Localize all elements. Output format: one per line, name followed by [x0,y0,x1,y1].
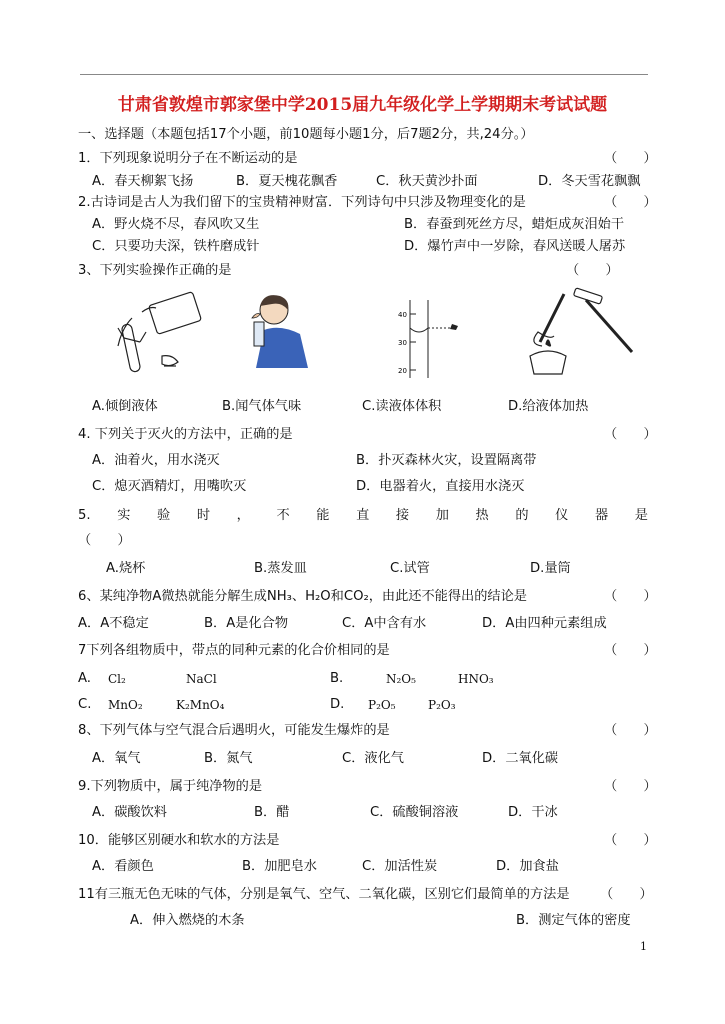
q4-option-b: B．扑灭森林火灾，设置隔离带 [356,453,537,468]
q6-option-a: A．A不稳定 [78,616,149,631]
q2-option-c: C．只要功夫深，铁杵磨成针 [92,239,260,254]
q10-option-a: A．看颜色 [92,859,154,874]
q3-option-a: A.倾倒液体 [92,399,158,414]
q3-option-c: C.读液体体积 [362,399,442,414]
q7-option-a-label: A. [78,671,91,686]
q2-answer-paren: （ ） [604,195,657,210]
q7-answer-paren: （ ） [604,643,657,658]
q11-option-b: B．测定气体的密度 [516,913,631,928]
q5-option-d: D.量筒 [530,561,571,576]
q2-option-a: A．野火烧不尽，春风吹又生 [92,217,260,232]
q4-option-a: A．油着火，用水浇灭 [92,453,220,468]
page-number: 1 [640,940,647,953]
q1-option-a: A．春天柳絮飞扬 [92,174,194,189]
q3-option-b: B.闻气体气味 [222,399,302,414]
page-title: 甘肃省敦煌市郭家堡中学2015届九年级化学上学期期末考试试题 [117,95,608,115]
q11-option-a: A．伸入燃烧的木条 [130,913,245,928]
q5-stem: 5. 实 验 时 ， 不 能 直 接 加 热 的 仪 器 是 [78,508,648,523]
q2-stem: 2.古诗词是古人为我们留下的宝贵精神财富．下列诗句中只涉及物理变化的是 [78,195,526,210]
pouring-liquid-figure [112,288,204,380]
q7-option-b-label: B. [330,671,344,686]
q9-option-b: B．醋 [254,805,290,820]
q6-option-c: C．A中含有水 [342,616,427,631]
q1-option-c: C．秋天黄沙扑面 [376,174,478,189]
q10-stem: 10．能够区别硬水和软水的方法是 [78,833,280,848]
q3-answer-paren: （ ） [566,263,619,278]
q11-stem: 11有三瓶无色无味的气体，分别是氧气、空气、二氧化碳，区别它们最简单的方法是 [78,887,570,902]
q8-option-b: B．氮气 [204,751,253,766]
scale-label-20: 20 [398,367,407,375]
q8-option-d: D．二氧化碳 [482,751,559,766]
q8-option-c: C．液化气 [342,751,404,766]
q1-option-b: B．夏天槐花飘香 [236,174,338,189]
q10-option-b: B．加肥皂水 [242,859,317,874]
q2-option-b: B．春蚕到死丝方尽，蜡炬成灰泪始干 [404,217,625,232]
q9-option-c: C．硫酸铜溶液 [370,805,459,820]
q3-option-d: D.给液体加热 [508,399,589,414]
q7-option-d-label: D. [330,697,345,712]
header-rule [80,74,648,75]
q6-option-b: B．A是化合物 [204,616,289,631]
q6-option-d: D．A由四种元素组成 [482,616,607,631]
q7-stem: 7下列各组物质中，带点的同种元素的化合价相同的是 [78,643,390,658]
q7-option-c-formula-1: MnO₂ [108,698,143,712]
q10-option-d: D．加食盐 [496,859,559,874]
q7-option-c-label: C. [78,697,92,712]
q7-option-a-formula-2: NaCl [186,672,217,686]
q9-option-a: A．碳酸饮料 [92,805,167,820]
q4-option-c: C．熄灭酒精灯，用嘴吹灭 [92,479,247,494]
section-heading: 一、选择题（本题包括17个小题，前10题每小题1分，后7题2分，共,24分。） [78,127,534,142]
q7-option-b-formula-2: HNO₃ [458,672,494,686]
q11-answer-paren: （ ） [600,887,653,902]
q10-answer-paren: （ ） [604,833,657,848]
q7-option-a-formula-1: Cl₂ [108,672,126,686]
q10-option-c: C．加活性炭 [362,859,438,874]
graduated-cylinder-figure [388,296,468,380]
q5-option-b: B.蒸发皿 [254,561,307,576]
q5-option-a: A.烧杯 [106,561,146,576]
q7-option-d-formula-1: P₂O₅ [368,698,396,712]
q6-answer-paren: （ ） [604,589,657,604]
scale-label-40: 40 [398,311,407,319]
q7-option-d-formula-2: P₂O₃ [428,698,456,712]
q4-stem: 4. 下列关于灭火的方法中，正确的是 [78,427,293,442]
q5-option-c: C.试管 [390,561,430,576]
q9-answer-paren: （ ） [604,779,657,794]
q1-answer-paren: （ ） [604,151,657,166]
heating-liquid-figure [520,286,640,380]
q8-answer-paren: （ ） [604,723,657,738]
scale-label-30: 30 [398,339,407,347]
q8-stem: 8、下列气体与空气混合后遇明火，可能发生爆炸的是 [78,723,390,738]
q1-stem: 1．下列现象说明分子在不断运动的是 [78,151,298,166]
q5-answer-paren: （ ） [78,533,131,548]
q9-stem: 9.下列物质中，属于纯净物的是 [78,779,263,794]
q7-option-b-formula-1: N₂O₅ [386,672,416,686]
q9-option-d: D．干冰 [508,805,558,820]
q4-option-d: D．电器着火，直接用水浇灭 [356,479,525,494]
q6-stem: 6、某纯净物A微热就能分解生成NH₃、H₂O和CO₂，由此还不能得出的结论是 [78,589,527,604]
q4-answer-paren: （ ） [604,427,657,442]
q2-option-d: D．爆竹声中一岁除，春风送暖人屠苏 [404,239,626,254]
q1-option-d: D．冬天雪花飘飘 [538,174,641,189]
q8-option-a: A．氧气 [92,751,141,766]
q3-stem: 3、下列实验操作正确的是 [78,263,232,278]
smelling-gas-figure [238,288,320,374]
q7-option-c-formula-2: K₂MnO₄ [176,698,225,712]
